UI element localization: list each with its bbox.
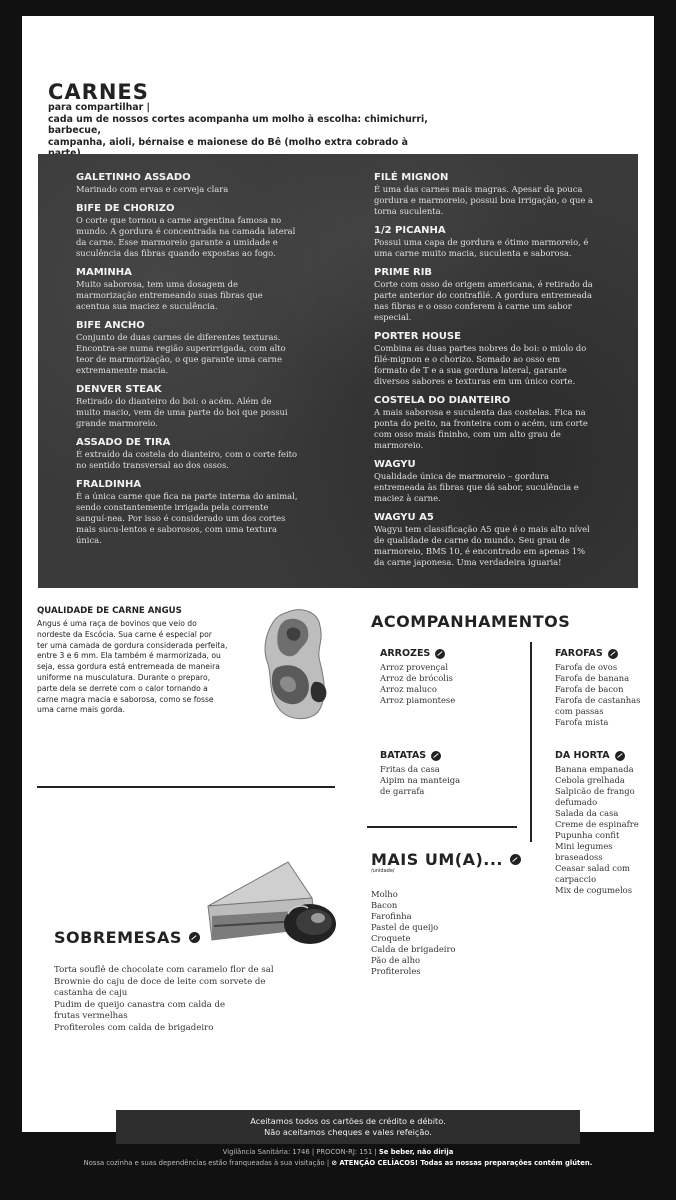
list-item: Cebola grelhada — [555, 775, 625, 785]
no-gluten-icon — [431, 751, 441, 761]
no-gluten-icon — [615, 751, 625, 761]
list-item: com passas — [555, 706, 604, 716]
da-horta-title — [555, 750, 639, 761]
item-description: Retirado do dianteiro do boi: o acém. Além de muito macio, vem de uma parte do boi que possui grande marmoreio. — [76, 396, 288, 428]
list-item: Arroz maluco — [380, 684, 437, 694]
item-name: PRIME RIB — [374, 267, 433, 278]
menu-item — [76, 267, 298, 312]
item-description: É uma das carnes mais magras. Apesar da pouca gordura e marmoreio, possui boa irrigação, o que a torna suculenta. — [374, 184, 593, 216]
item-description: Combina as duas partes nobres do boi: o miolo do filé-mignon e o chorizo. Somado ao osso em formato de T e a sua gordura lateral, garante diversos sabores e texturas em um único corte. — [374, 343, 587, 386]
list-item: Farofa de banana — [555, 673, 630, 683]
item-name: GALETINHO ASSADO — [76, 172, 191, 183]
carnes-panel — [38, 154, 638, 588]
item-name: ASSADO DE TIRA — [76, 437, 171, 448]
carnes-left-column — [76, 172, 298, 554]
batatas-section — [380, 750, 460, 797]
item-name: FRALDINHA — [76, 479, 142, 490]
batatas-title — [380, 750, 460, 761]
list-item: Salpicão de frango — [555, 786, 635, 796]
list-item: Torta souflê de chocolate com caramelo flor de sal — [54, 965, 274, 975]
menu-item — [76, 384, 298, 429]
item-name: MAMINHA — [76, 267, 132, 278]
item-description: A mais saborosa e suculenta das costelas. Fica na ponta do peito, na fronteira com o acém, um corte com osso mais fininho, com um alto grau de marmoreio. — [374, 407, 588, 450]
item-name: WAGYU A5 — [374, 512, 434, 523]
item-description: Wagyu tem classificação A5 que é o mais alto nível de qualidade de carne do mundo. Seu grau de marmoreio, BMS 10, é encontrado em apenas 1% da carne japonesa. Uma verdadeira iguaria! — [374, 524, 590, 567]
list-item: Profiteroles — [371, 966, 421, 976]
menu-item — [374, 512, 596, 568]
menu-item — [374, 331, 596, 387]
sobremesas-title — [54, 928, 200, 947]
angus-title: QUALIDADE DE CARNE ANGUS — [37, 606, 182, 616]
list-item: Bacon — [371, 900, 398, 910]
angus-line: uma carne mais gorda. — [37, 705, 125, 715]
list-item: de garrafa — [380, 786, 425, 796]
arrozes-title-text: ARROZES — [380, 648, 431, 659]
list-item: Pastel de queijo — [371, 922, 439, 932]
menu-item — [76, 479, 298, 546]
list-item: Aipim na manteiga — [380, 775, 461, 785]
item-name: PORTER HOUSE — [374, 331, 461, 342]
item-name: BIFE DE CHORIZO — [76, 203, 175, 214]
legal-text: Vigilância Sanitária: 1746 | PROCON-RJ: 151 | — [222, 1148, 377, 1156]
angus-line: ter uma camada de gordura considerada perfeita, — [37, 640, 228, 650]
celiac-warning: ⊘ ATENÇÃO CELÍACOS! Todas as nossas preparações contém glúten. — [331, 1159, 593, 1167]
menu-item — [76, 437, 298, 471]
menu-item — [374, 225, 596, 259]
item-description: Marinado com ervas e cerveja clara — [76, 184, 229, 194]
carnes-subtitle-line: campanha, aioli, bérnaise e maionese do Bê (molho extra cobrado à — [48, 136, 408, 148]
list-item: Farofa de castanhas — [555, 695, 641, 705]
menu-item — [374, 172, 596, 217]
angus-line: Angus é uma raça de bovinos que veio do — [37, 619, 197, 628]
batatas-list — [380, 764, 460, 797]
list-item: Pupunha confit — [555, 830, 620, 840]
sobremesas-title-text: SOBREMESAS — [54, 928, 182, 947]
farofas-section — [555, 648, 640, 728]
arrozes-section — [380, 648, 455, 706]
list-item: frutas vermelhas — [54, 1011, 128, 1022]
payment-line: Não aceitamos cheques e vales refeição. — [264, 1126, 432, 1137]
list-item: Fritas da casa — [380, 764, 440, 774]
item-name: FILÉ MIGNON — [374, 172, 449, 183]
carnes-right-column — [374, 172, 596, 576]
list-item: Creme de espinafre — [555, 819, 639, 829]
angus-line: uniforme na musculatura. Durante o preparo, — [37, 672, 211, 682]
item-description: O corte que tornou a carne argentina famosa no mundo. A gordura é concentrada na camada lateral da carne. Esse marmoreio garante a umidade e suculência das fibras quando expostas ao fogo. — [76, 215, 296, 258]
list-item: Salada da casa — [555, 808, 619, 818]
farofas-title — [555, 648, 640, 659]
mais-title — [371, 850, 521, 869]
menu-item — [374, 459, 596, 504]
list-item: Farofa de ovos — [555, 662, 618, 672]
list-item: Arroz provençal — [380, 662, 449, 672]
list-item: Pão de alho — [371, 955, 421, 965]
list-item: Mix de cogumelos — [555, 885, 633, 895]
list-item: Mini legumes — [555, 841, 613, 851]
list-item: Farofinha — [371, 911, 412, 921]
divider-line — [37, 786, 335, 788]
list-item: defumado — [555, 797, 598, 807]
list-item: Pudim de queijo canastra com calda de — [54, 999, 226, 1010]
acompanhamentos-title: ACOMPANHAMENTOS — [371, 612, 571, 631]
list-item: Brownie do caju de doce de leite com sorvete de — [54, 976, 266, 987]
list-item: Arroz piamontese — [380, 695, 456, 705]
list-item: Arroz de brócolis — [380, 673, 453, 683]
mais-list — [371, 889, 456, 977]
column-divider — [530, 642, 532, 842]
da-horta-section — [555, 750, 639, 896]
carnes-subtitle — [48, 102, 428, 160]
no-gluten-icon — [608, 649, 618, 659]
angus-line: entre 3 e 6 mm. Ela também é marmorizada, ou — [37, 651, 221, 661]
item-description: Corte com osso de origem americana, é retirado da parte anterior do contrafilé. A gordura entremeada nas fibras e o osso conferem à carne um sabor especial. — [374, 279, 593, 322]
mais-unit: /unidade/ — [371, 868, 395, 874]
menu-item — [374, 395, 596, 451]
angus-line: carne magra macia e saborosa, como se fosse — [37, 694, 214, 704]
mais-title-text: MAIS UM(A)... — [371, 850, 504, 869]
list-item: carpaccio — [555, 874, 597, 884]
da-horta-title-text: DA HORTA — [555, 750, 610, 761]
list-item: Banana empanada — [555, 764, 634, 774]
divider-line — [367, 826, 517, 828]
list-item: Calda de brigadeiro — [371, 944, 456, 954]
item-name: WAGYU — [374, 459, 416, 470]
list-item: Molho — [371, 889, 398, 899]
menu-item — [374, 267, 596, 323]
angus-line: seja, essa gordura está entremeada de maneira — [37, 662, 220, 672]
item-description: É a única carne que fica na parte interna do animal, sendo constantemente irrigada pela corrente sanguí-nea. Por isso é considerado um dos cortes mais sucu-lentos e saborosos, com uma textura única. — [76, 491, 298, 545]
celiac-warning-text: ATENÇÃO CELÍACOS! Todas as nossas preparações contém glúten. — [339, 1159, 593, 1167]
menu-item — [76, 320, 298, 376]
legal-warning: Se beber, não dirija — [378, 1148, 454, 1156]
legal-text: Nossa cozinha e suas dependências estão franqueadas à sua visitação | — [83, 1159, 330, 1167]
list-item: Profiteroles com calda de brigadeiro — [54, 1022, 214, 1033]
item-name: BIFE ANCHO — [76, 320, 145, 331]
list-item: Farofa mista — [555, 717, 609, 727]
carnes-subtitle-line: para compartilhar | — [48, 102, 150, 113]
batatas-title-text: BATATAS — [380, 750, 427, 761]
menu-item — [76, 172, 298, 195]
cake-illustration — [204, 858, 336, 948]
list-item: Farofa de bacon — [555, 684, 624, 694]
carnes-title: CARNES — [48, 80, 149, 104]
item-description: É extraído da costela do dianteiro, com o corte feito no sentido transversal ao dos ossos. — [76, 449, 298, 470]
list-item: Croquete — [371, 933, 411, 943]
payment-notice — [116, 1110, 580, 1144]
steak-illustration — [258, 606, 338, 722]
list-item: braseadoss — [555, 852, 603, 862]
angus-line: parte dela se derrete com o calor tornando a — [37, 683, 208, 693]
menu-item — [76, 203, 298, 259]
farofas-list — [555, 662, 640, 728]
legal-line-2 — [0, 1159, 676, 1167]
item-name: DENVER STEAK — [76, 384, 162, 395]
item-description: Qualidade única de marmoreio – gordura entremeada às fibras que dá sabor, suculência e maciez à carne. — [374, 471, 579, 503]
item-description: Muito saborosa, tem uma dosagem de marmorização entremeando suas fibras que acentua sua maciez e suculência. — [76, 279, 263, 311]
sobremesas-list — [54, 965, 274, 1035]
list-item: Ceasar salad com — [555, 863, 630, 873]
no-gluten-icon — [435, 649, 445, 659]
item-name: 1/2 PICANHA — [374, 225, 446, 236]
no-gluten-icon — [189, 932, 200, 943]
item-description: Possui uma capa de gordura e ótimo marmoreio, é uma carne muito macia, suculenta e saborosa. — [374, 237, 589, 258]
item-name: COSTELA DO DIANTEIRO — [374, 395, 511, 406]
menu-page — [22, 16, 654, 1137]
angus-line: nordeste da Escócia. Sua carne é especial por — [37, 629, 212, 639]
da-horta-list — [555, 764, 639, 896]
list-item: castanha de caju — [54, 988, 128, 999]
angus-text — [37, 619, 252, 716]
no-gluten-icon — [510, 854, 521, 865]
farofas-title-text: FAROFAS — [555, 648, 603, 659]
legal-line-1 — [0, 1148, 676, 1156]
arrozes-title — [380, 648, 455, 659]
arrozes-list — [380, 662, 455, 706]
payment-line: Aceitamos todos os cartões de crédito e débito. — [250, 1116, 446, 1126]
carnes-subtitle-line: cada um de nossos cortes acompanha um molho à escolha: chimichurri, barbecue, — [48, 113, 428, 136]
item-description: Conjunto de duas carnes de diferentes texturas. Encontra-se numa região superirrigada, com alto teor de marmorização, o que garante uma carne extremamente macia. — [76, 332, 286, 375]
